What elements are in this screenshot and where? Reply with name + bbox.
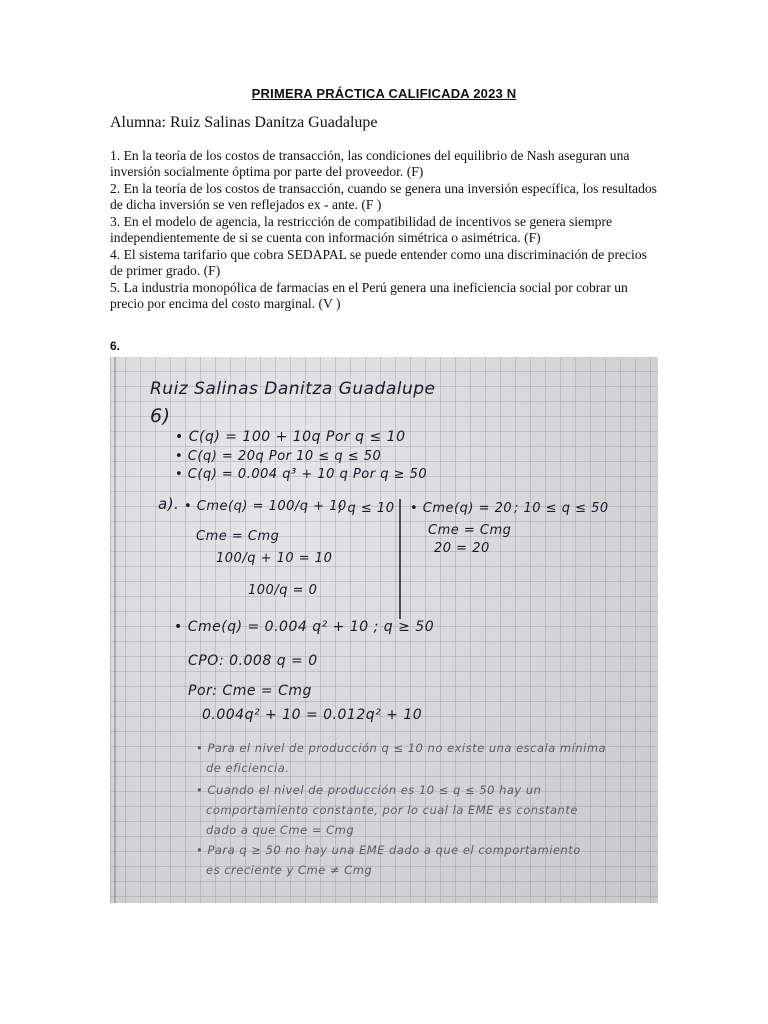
hw-note-3: • Para q ≥ 50 no hay una EME dado a que el comportamiento: [196, 843, 581, 857]
hw-note-3b: es creciente y Cme ≠ Cmg: [206, 863, 373, 877]
hw-a2: Cme = Cmg: [196, 529, 280, 544]
question-6-label: 6.: [110, 339, 121, 353]
hw-d3: Por: Cme = Cmg: [188, 683, 312, 699]
hw-note-1: • Para el nivel de producción q ≤ 10 no existe una escala mínima: [196, 741, 607, 755]
hw-cost-3: • C(q) = 0.004 q³ + 10 q Por q ≥ 50: [175, 467, 428, 482]
hw-note-2: • Cuando el nivel de producción es 10 ≤ q ≤ 50 hay un: [196, 783, 542, 797]
hw-note-2c: dado a que Cme = Cmg: [206, 823, 355, 837]
handwritten-answer-photo: [110, 357, 658, 903]
hw-b1: • Cme(q) = 20: [410, 501, 513, 516]
hw-a3: 100/q + 10 = 10: [216, 551, 333, 566]
question-2: 2. En la teoría de los costos de transacción, cuando se genera una inversión específica, los resultados de dicha inversión se ven reflejados ex - ante. (F ): [110, 181, 657, 212]
hw-note-2b: comportamiento constante, por lo cual la EME es constante: [206, 803, 578, 817]
hw-d2: CPO: 0.008 q = 0: [188, 653, 318, 669]
hw-b2: Cme = Cmg: [428, 523, 512, 538]
document-title: PRIMERA PRÁCTICA CALIFICADA 2023 N: [251, 86, 517, 101]
hw-a4: 100/q = 0: [248, 583, 318, 598]
student-name: Alumna: Ruiz Salinas Danitza Guadalupe: [110, 114, 378, 131]
questions-list: [110, 148, 660, 313]
hw-part-a: a).: [158, 495, 180, 513]
hw-a1: • Cme(q) = 100/q + 10: [184, 499, 347, 514]
question-4: 4. El sistema tarifario que cobra SEDAPAL se puede entender como una discriminación de precios de primer grado. (F): [110, 247, 647, 278]
hw-problem-number: 6): [150, 405, 171, 427]
hw-name: Ruiz Salinas Danitza Guadalupe: [150, 379, 436, 399]
question-5: 5. La industria monopólica de farmacias en el Perú genera una ineficiencia social por cobrar un precio por encima del costo marginal. (V ): [110, 280, 628, 311]
question-1: 1. En la teoría de los costos de transacción, las condiciones del equilibrio de Nash aseguran una inversión socialmente óptima por parte del proveedor. (F): [110, 148, 630, 179]
hw-a1-cond: ; q ≤ 10: [338, 501, 395, 516]
hw-cost-2: • C(q) = 20q Por 10 ≤ q ≤ 50: [175, 449, 382, 464]
hw-b3: 20 = 20: [434, 541, 490, 556]
hw-note-1b: de eficiencia.: [206, 761, 290, 775]
hw-cost-1: • C(q) = 100 + 10q Por q ≤ 10: [175, 429, 406, 445]
question-3: 3. En el modelo de agencia, la restricción de compatibilidad de incentivos se genera siempre independientemente de si se cuenta con información simétrica o asimétrica. (F): [110, 214, 613, 245]
hw-d1: • Cme(q) = 0.004 q² + 10 ; q ≥ 50: [174, 619, 435, 635]
hw-d4: 0.004q² + 10 = 0.012q² + 10: [202, 707, 423, 723]
hw-b1-cond: ; 10 ≤ q ≤ 50: [514, 501, 609, 516]
